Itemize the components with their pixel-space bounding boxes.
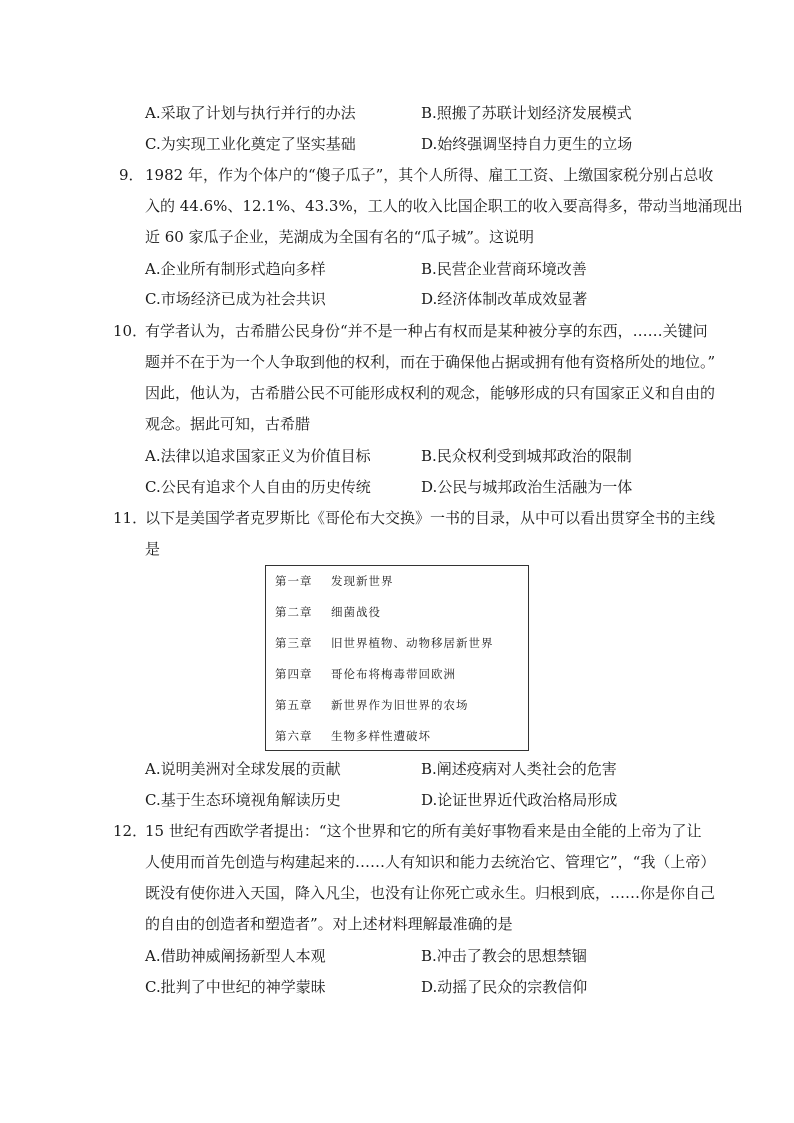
- q12-option-c[interactable]: C.批判了中世纪的神学蒙昧: [145, 978, 326, 996]
- toc-chapter: 第六章: [275, 729, 313, 743]
- toc-entry: [275, 697, 469, 713]
- toc-chapter: 第四章: [275, 667, 313, 681]
- toc-title: 新世界作为旧世界的农场: [331, 698, 469, 712]
- q12-option-b[interactable]: B.冲击了教会的思想禁锢: [421, 947, 587, 965]
- toc-entry: [275, 635, 494, 651]
- q12-options-row-2: [145, 976, 705, 998]
- q10-options-row-2: [145, 476, 705, 498]
- q9-number: 9．: [119, 166, 144, 184]
- q11-options-row-1: [145, 758, 705, 780]
- q9-stem-line-1: 1982 年，作为个体户的“傻子瓜子”，其个人所得、雇工工资、上缴国家税分别占总收: [145, 166, 714, 184]
- q9-options-row-1: [145, 258, 705, 280]
- q9-stem-line-3: 近 60 家瓜子企业，芜湖成为全国有名的“瓜子城”。这说明: [145, 228, 534, 246]
- toc-title: 旧世界植物、动物移居新世界: [331, 636, 494, 650]
- q10-stem-line-4: 观念。据此可知，古希腊: [145, 415, 311, 433]
- q10-options-row-1: [145, 445, 705, 467]
- q8-option-d[interactable]: D.始终强调坚持自力更生的立场: [421, 135, 633, 153]
- q12-number: 12．: [113, 822, 148, 840]
- q9-option-b[interactable]: B.民营企业营商环境改善: [421, 260, 587, 278]
- q8-option-c[interactable]: C.为实现工业化奠定了坚实基础: [145, 135, 356, 153]
- q9-option-d[interactable]: D.经济体制改革成效显著: [421, 290, 588, 308]
- q9-option-c[interactable]: C.市场经济已成为社会共识: [145, 290, 326, 308]
- q10-stem-line-3: 因此，他认为，古希腊公民不可能形成权利的观念，能够形成的只有国家正义和自由的: [145, 384, 716, 402]
- q12-stem-line-1: 15 世纪有西欧学者提出：“这个世界和它的所有美好事物看来是由全能的上帝为了让: [145, 822, 702, 840]
- q9-options-row-2: [145, 288, 705, 310]
- toc-entry: [275, 666, 456, 682]
- q11-option-b[interactable]: B.阐述疫病对人类社会的危害: [421, 760, 617, 778]
- q10-option-d[interactable]: D.公民与城邦政治生活融为一体: [421, 478, 633, 496]
- toc-entry: [275, 604, 381, 620]
- q8-options-row-2: [145, 133, 705, 155]
- toc-title: 细菌战役: [331, 605, 381, 619]
- q12-options-row-1: [145, 945, 705, 967]
- q11-number: 11．: [113, 509, 148, 527]
- q12-stem-line-4: 的自由的创造者和塑造者”。对上述材料理解最准确的是: [145, 915, 513, 933]
- toc-entry: [275, 573, 394, 589]
- q11-options-row-2: [145, 789, 705, 811]
- q8-option-b[interactable]: B.照搬了苏联计划经济发展模式: [421, 104, 632, 122]
- q12-stem-line-3: 既没有使你进入天国，降入凡尘，也没有让你死亡或永生。归根到底，……你是你自己: [145, 884, 716, 902]
- q11-option-a[interactable]: A.说明美洲对全球发展的贡献: [145, 760, 341, 778]
- q11-stem-line-2: 是: [145, 540, 161, 558]
- q12-option-d[interactable]: D.动摇了民众的宗教信仰: [421, 978, 588, 996]
- toc-entry: [275, 728, 431, 744]
- q12-stem-line-2: 人使用而首先创造与构建起来的……人有知识和能力去统治它、管理它”，“我（上帝）: [145, 853, 716, 871]
- toc-chapter: 第二章: [275, 605, 313, 619]
- q10-number: 10．: [113, 322, 148, 340]
- toc-chapter: 第三章: [275, 636, 313, 650]
- q11-stem-line-1: 以下是美国学者克罗斯比《哥伦布大交换》一书的目录，从中可以看出贯穿全书的主线: [145, 509, 716, 527]
- q10-stem-line-2: 题并不在于为一个人争取到他的权利，而在于确保他占据或拥有他有资格所处的地位。”: [145, 353, 716, 371]
- q10-option-a[interactable]: A.法律以追求国家正义为价值目标: [145, 447, 371, 465]
- q11-option-c[interactable]: C.基于生态环境视角解读历史: [145, 791, 341, 809]
- q11-option-d[interactable]: D.论证世界近代政治格局形成: [421, 791, 618, 809]
- book-contents-box: [265, 565, 529, 751]
- q9-option-a[interactable]: A.企业所有制形式趋向多样: [145, 260, 326, 278]
- q9-stem-line-2: 入的 44.6%、12.1%、43.3%，工人的收入比国企职工的收入要高得多，带动当地涌现出: [145, 197, 743, 215]
- q8-option-a[interactable]: A.采取了计划与执行并行的办法: [145, 104, 356, 122]
- q10-option-b[interactable]: B.民众权利受到城邦政治的限制: [421, 447, 632, 465]
- toc-title: 发现新世界: [331, 574, 394, 588]
- q10-stem-line-1: 有学者认为，古希腊公民身份“并不是一种占有权而是某种被分享的东西，……关键问: [145, 322, 708, 340]
- toc-title: 哥伦布将梅毒带回欧洲: [331, 667, 456, 681]
- q8-options-row-1: [145, 102, 705, 124]
- toc-title: 生物多样性遭破坏: [331, 729, 431, 743]
- q10-option-c[interactable]: C.公民有追求个人自由的历史传统: [145, 478, 371, 496]
- q12-option-a[interactable]: A.借助神威阐扬新型人本观: [145, 947, 326, 965]
- toc-chapter: 第五章: [275, 698, 313, 712]
- toc-chapter: 第一章: [275, 574, 313, 588]
